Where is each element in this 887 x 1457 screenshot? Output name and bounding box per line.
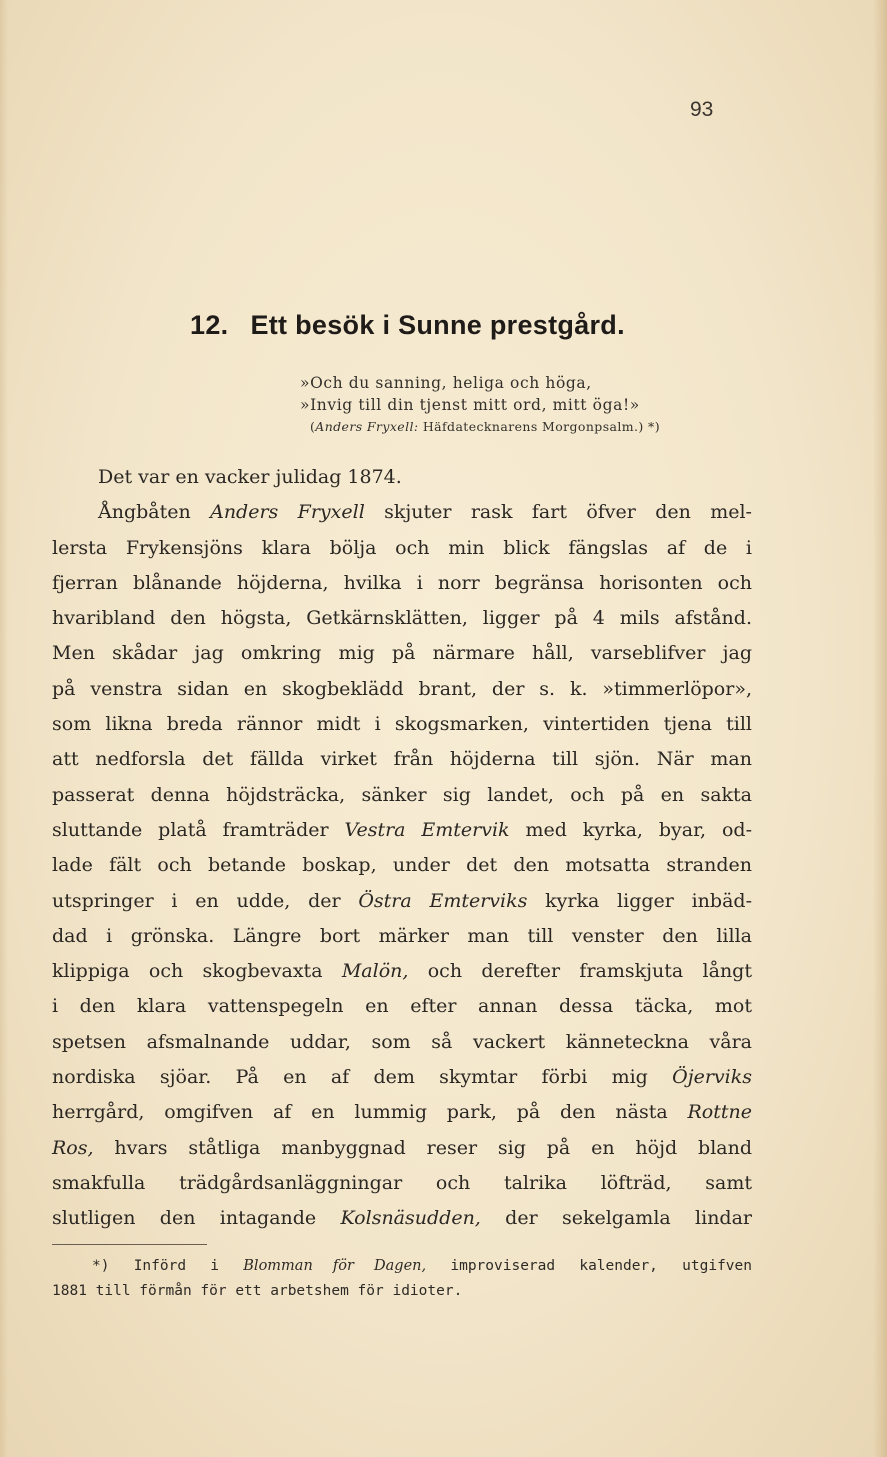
epigraph-source-work: Häfdatecknarens Morgonpsalm.) *) [422, 419, 660, 434]
body-line: passerat denna höjdsträcka, sänker sig landet, och på en sakta [52, 783, 752, 806]
body-line: utspringer i en udde, der Östra Emterviks kyrka ligger inbäd- [52, 889, 752, 912]
body-line: lade fält och betande boskap, under det den motsatta stranden [52, 854, 752, 877]
body-line: Det var en vacker julidag 1874. [98, 466, 402, 488]
body-line: Ångbåten Anders Fryxell skjuter rask fart öfver den mel- [98, 501, 752, 524]
body-line: i den klara vattenspegeln en efter annan dessa täcka, mot [52, 995, 752, 1018]
body-italic-text: Öjerviks [672, 1066, 752, 1089]
body-italic-text: Vestra Emtervik [344, 818, 510, 841]
body-italic-text: Anders Fryxell [210, 501, 365, 524]
body-line: hvaribland den högsta, Getkärnsklätten, ligger på 4 mils afstånd. [52, 607, 752, 630]
body-italic-text: Kolsnäsudden, [340, 1207, 481, 1230]
chapter-number: 12. [190, 310, 229, 340]
body-line: slutligen den intagande Kolsnäsudden, der sekelgamla lindar [52, 1207, 752, 1230]
body-line: sluttande platå framträder Vestra Emtervik med kyrka, byar, od- [52, 818, 753, 841]
footnote-line: *) Införd i Blomman för Dagen, improviserad kalender, utgifven [92, 1258, 752, 1274]
body-line: att nedforsla det fällda virket från höjderna till sjön. När man [52, 748, 752, 771]
footnote [52, 1254, 752, 1304]
body-line: smakfulla trädgårdsanläggningar och talrika löfträd, samt [52, 1171, 752, 1194]
epigraph-source-author: Anders Fryxell: [315, 419, 419, 434]
body-line: klippiga och skogbevaxta Malön, och derefter framskjuta långt [52, 960, 752, 983]
epigraph [300, 372, 660, 438]
body-line: Ros, hvars ståtliga manbyggnad reser sig på en höjd bland [52, 1136, 752, 1159]
body-line: som likna breda rännor midt i skogsmarken, vintertiden tjena till [52, 713, 752, 736]
body-line: lersta Frykensjöns klara bölja och min blick fängslas af de i [52, 536, 752, 559]
page-edge-right [873, 0, 887, 1457]
epigraph-line-1: »Och du sanning, heliga och höga, [300, 374, 592, 392]
body-line: fjerran blånande höjderna, hvilka i norr begränsa horisonten och [52, 571, 752, 594]
body-line: spetsen afsmalnande uddar, som så vackert känneteckna våra [52, 1030, 752, 1053]
body-italic-text: Ros, [52, 1136, 94, 1159]
body-italic-text: Malön, [341, 960, 409, 983]
body-text [52, 460, 752, 1237]
body-line: nordiska sjöar. På en af dem skymtar förbi mig Öjerviks [52, 1066, 752, 1089]
body-line: Men skådar jag omkring mig på närmare håll, varseblifver jag [52, 642, 752, 665]
footnote-line: 1881 till förmån för ett arbetshem för idioter. [52, 1283, 463, 1299]
body-italic-text: Rottne [687, 1101, 752, 1124]
body-line: dad i grönska. Längre bort märker man till venster den lilla [52, 924, 752, 947]
body-line: på venstra sidan en skogbeklädd brant, der s. k. »timmerlöpor», [52, 677, 752, 700]
body-italic-text: Östra Emterviks [358, 889, 528, 912]
epigraph-source-open: ( [310, 419, 316, 434]
page-number: 93 [690, 98, 714, 121]
chapter-title [0, 310, 887, 341]
body-line: herrgård, omgifven af en lummig park, på den nästa Rottne [52, 1101, 752, 1124]
footnote-rule [52, 1244, 207, 1245]
chapter-title-text: Ett besök i Sunne prestgård. [250, 310, 625, 340]
epigraph-line-2: »Invig till din tjenst mitt ord, mitt öga!» [300, 396, 640, 414]
epigraph-source [310, 416, 660, 438]
page-edge-left [0, 0, 8, 1457]
footnote-italic-text: Blomman för Dagen, [243, 1258, 427, 1274]
